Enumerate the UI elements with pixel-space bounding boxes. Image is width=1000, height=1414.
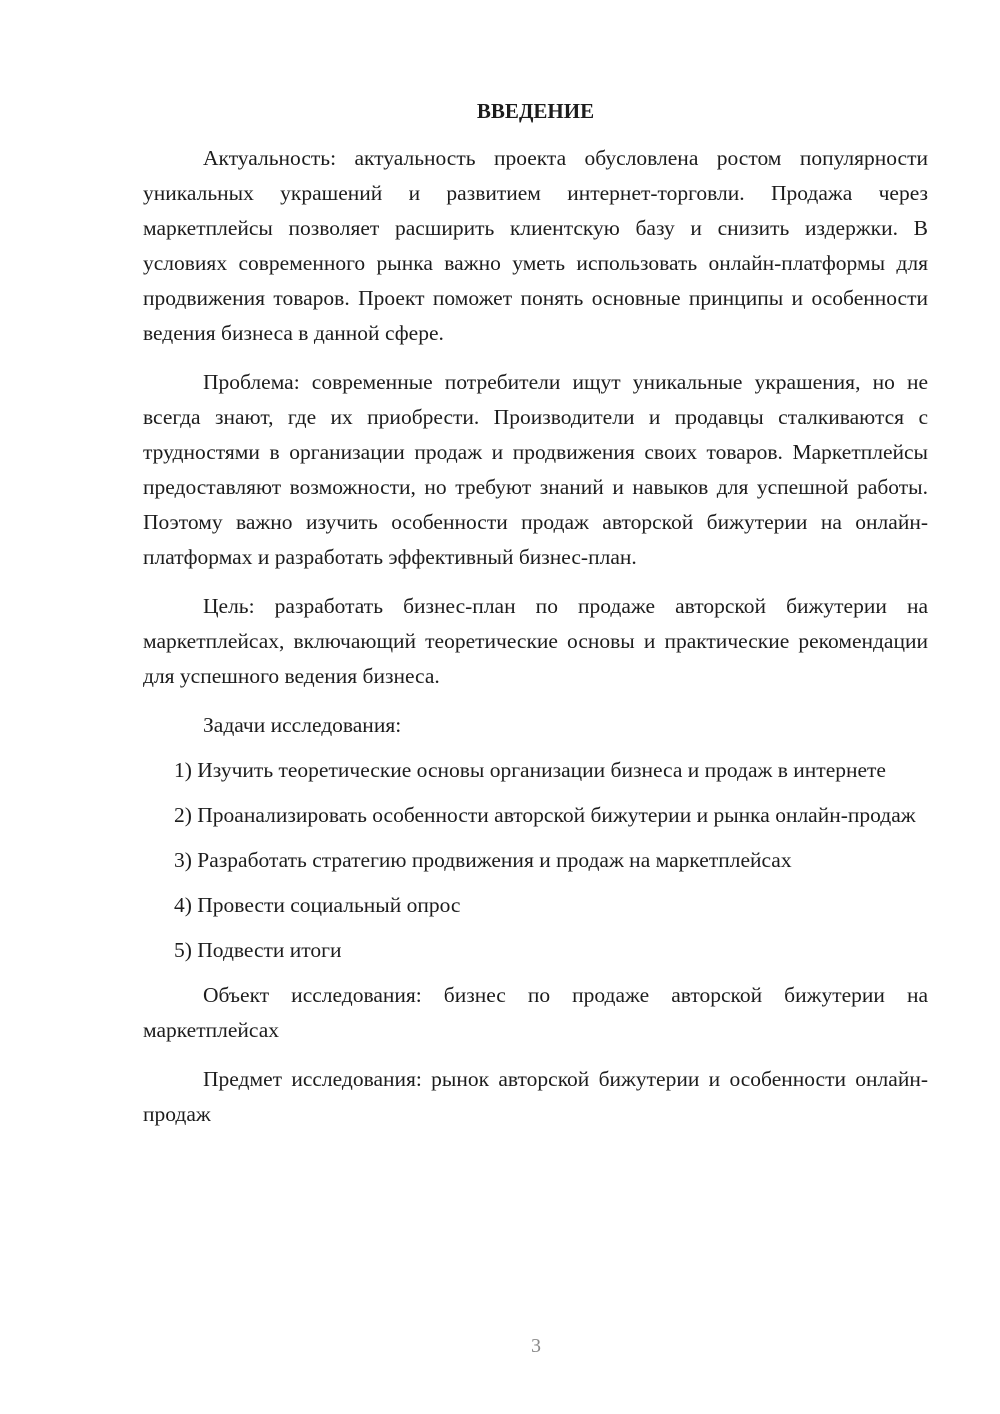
document-page bbox=[143, 95, 928, 1146]
page-number: 3 bbox=[531, 1335, 541, 1357]
relevance-paragraph: Актуальность: актуальность проекта обусловлена ростом популярности уникальных украшений и развитием интернет-торговли. Продажа через маркетплейсы позволяет расширить клиентскую базу и снизить издержки. В условиях современного рынка важно уметь использовать онлайн-платформы для продвижения товаров. Проект поможет понять основные принципы и особенности ведения бизнеса в данной сфере. bbox=[143, 146, 928, 345]
task-item-2: 2) Проанализировать особенности авторской бижутерии и рынка онлайн-продаж bbox=[174, 803, 916, 827]
section-title: ВВЕДЕНИЕ bbox=[476, 99, 595, 123]
task-item-3: 3) Разработать стратегию продвижения и продаж на маркетплейсах bbox=[174, 848, 792, 872]
tasks-heading: Задачи исследования: bbox=[203, 713, 402, 737]
research-subject-paragraph: Предмет исследования: рынок авторской бижутерии и особенности онлайн-продаж bbox=[143, 1067, 928, 1126]
goal-paragraph: Цель: разработать бизнес-план по продаже авторской бижутерии на маркетплейсах, включающий теоретические основы и практические рекомендации для успешного ведения бизнеса. bbox=[143, 594, 928, 688]
task-item-1: 1) Изучить теоретические основы организации бизнеса и продаж в интернете bbox=[174, 758, 886, 782]
research-object-paragraph: Объект исследования: бизнес по продаже авторской бижутерии на маркетплейсах bbox=[143, 983, 928, 1042]
problem-paragraph: Проблема: современные потребители ищут уникальные украшения, но не всегда знают, где их приобрести. Производители и продавцы сталкиваются с трудностями в организации продаж и продвижения своих товаров. Маркетплейсы предоставляют возможности, но требуют знаний и навыков для успешной работы. Поэтому важно изучить особенности продаж авторской бижутерии на онлайн-платформах и разработать эффективный бизнес-план. bbox=[143, 370, 928, 569]
task-item-4: 4) Провести социальный опрос bbox=[174, 893, 461, 917]
task-item-5: 5) Подвести итоги bbox=[174, 938, 342, 962]
